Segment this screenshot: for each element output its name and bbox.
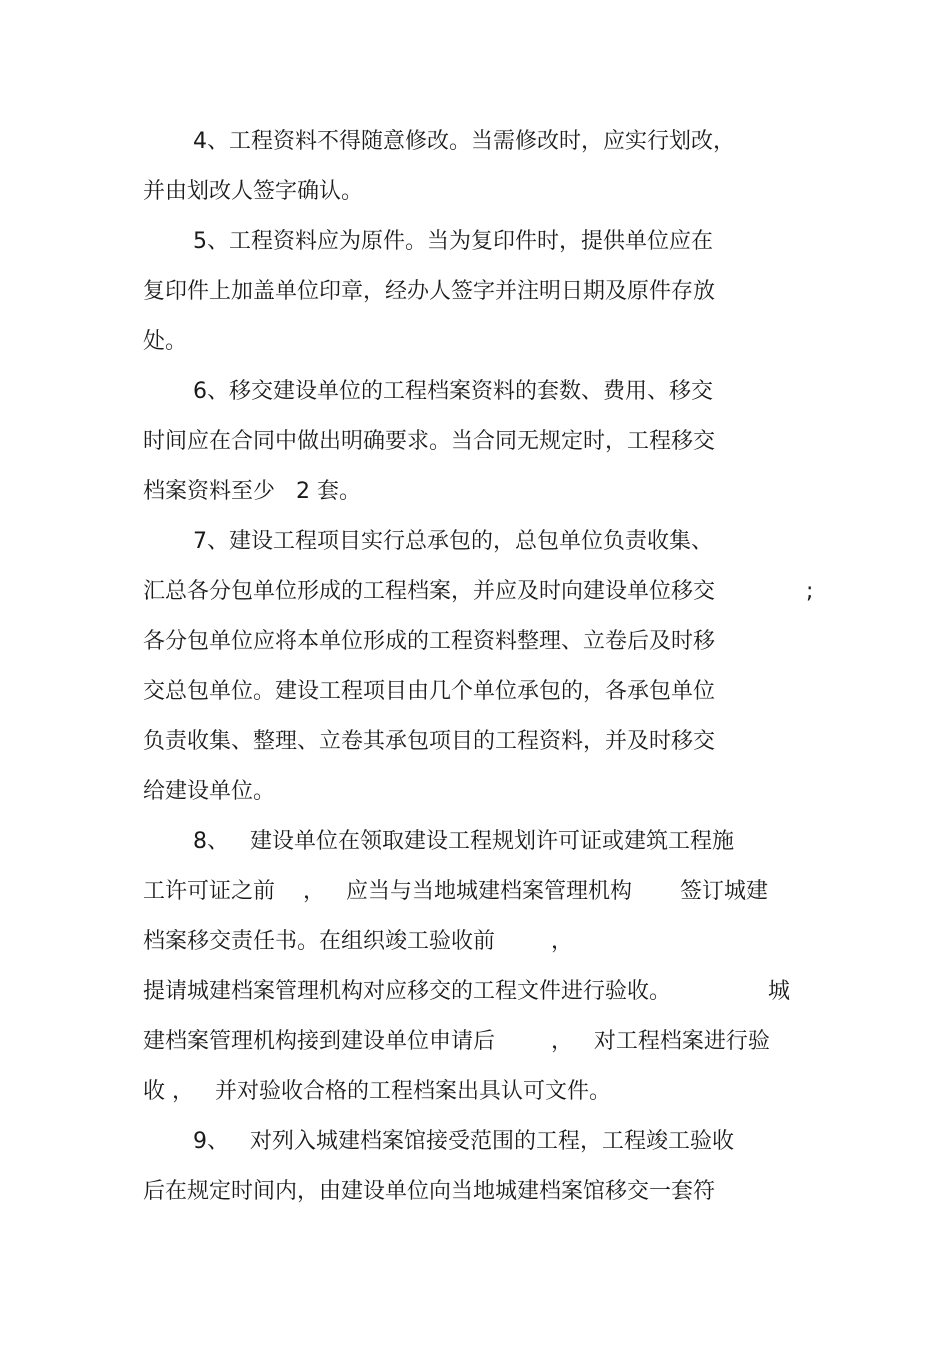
paragraph-5-line-2: 复印件上加盖单位印章，经办人签字并注明日期及原件存放 — [143, 279, 716, 304]
paragraph-5-line-3: 处。 — [143, 329, 188, 354]
paragraph-7-line-2: 汇总各分包单位形成的工程档案，并应及时向建设单位移交 — [143, 579, 716, 604]
paragraph-9-line-2: 后在规定时间内，由建设单位向当地城建档案馆移交一套符 — [143, 1179, 716, 1204]
paragraph-7-line-6: 给建设单位。 — [143, 779, 276, 804]
paragraph-8-line-6: 收 ， 并对验收合格的工程档案出具认可文件。 — [143, 1079, 611, 1104]
paragraph-8-line-3: 档案移交责任书。在组织竣工验收前 ， — [143, 929, 573, 954]
paragraph-8-line-2-tail: 签订城建 — [680, 879, 769, 904]
paragraph-6-line-3: 档案资料至少 2 套。 — [143, 479, 361, 504]
paragraph-7-line-5: 负责收集、整理、立卷其承包项目的工程资料，并及时移交 — [143, 729, 716, 754]
paragraph-8-line-5: 建档案管理机构接到建设单位申请后 ， 对工程档案进行验 — [143, 1029, 770, 1054]
paragraph-4-line-2: 并由划改人签字确认。 — [143, 179, 364, 204]
paragraph-9-line-1: 9、 对列入城建档案馆接受范围的工程，工程竣工验收 — [193, 1129, 734, 1154]
paragraph-4-line-1: 4、工程资料不得随意修改。当需修改时，应实行划改， — [193, 129, 735, 154]
paragraph-7-line-1: 7、建设工程项目实行总承包的，总包单位负责收集、 — [193, 529, 713, 554]
paragraph-7-line-3: 各分包单位应将本单位形成的工程资料整理、立卷后及时移 — [143, 629, 716, 654]
paragraph-7-semicolon: ; — [806, 579, 814, 604]
paragraph-7-line-4: 交总包单位。建设工程项目由几个单位承包的，各承包单位 — [143, 679, 716, 704]
paragraph-6-line-2: 时间应在合同中做出明确要求。当合同无规定时，工程移交 — [143, 429, 716, 454]
paragraph-8-line-2: 工许可证之前 ， 应当与当地城建档案管理机构 — [143, 879, 632, 904]
paragraph-8-line-4: 提请城建档案管理机构对应移交的工程文件进行验收。 — [143, 979, 672, 1004]
paragraph-8-line-1: 8、 建设单位在领取建设工程规划许可证或建筑工程施 — [193, 829, 734, 854]
paragraph-8-line-4-tail: 城 — [768, 979, 791, 1004]
paragraph-5-line-1: 5、工程资料应为原件。当为复印件时，提供单位应在 — [193, 229, 713, 254]
paragraph-6-line-1: 6、移交建设单位的工程档案资料的套数、费用、移交 — [193, 379, 713, 404]
